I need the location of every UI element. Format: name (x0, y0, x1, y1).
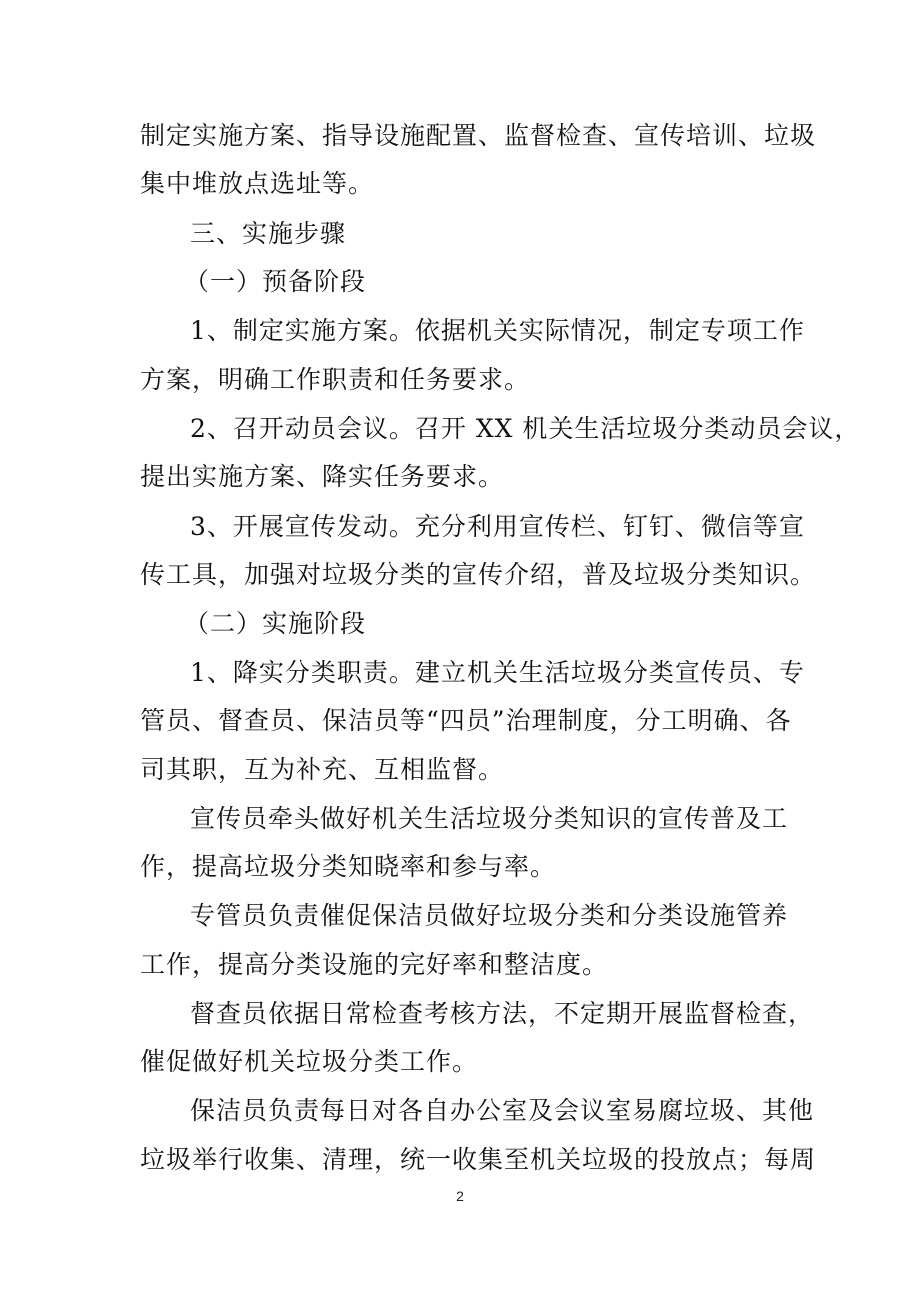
text-line: 传工具，加强对垃圾分类的宣传介绍，普及垃圾分类知识。 (140, 560, 817, 589)
text-line: 1、降实分类职责。建立机关生活垃圾分类宣传员、专 (190, 658, 805, 687)
text-line: 提出实施方案、降实任务要求。 (140, 462, 505, 491)
text-line: 1、制定实施方案。依据机关实际情况，制定专项工作 (190, 316, 805, 345)
text-line: 专管员负责催促保洁员做好垃圾分类和分类设施管养 (190, 901, 789, 930)
text-line: 2、召开动员会议。召开 XX 机关生活垃圾分类动员会议， (190, 414, 861, 443)
text-line: 3、开展宣传发动。充分利用宣传栏、钉钉、微信等宣 (190, 512, 805, 541)
text-line: 督查员依据日常检查考核方法，不定期开展监督检查， (190, 999, 815, 1028)
text-line: 管员、督查员、保洁员等“四员”治理制度，分工明确、各 (140, 706, 792, 735)
text-line: 司其职，互为补充、互相监督。 (140, 755, 505, 784)
text-line: 催促做好机关垃圾分类工作。 (140, 1047, 479, 1076)
subsection-heading: （一）预备阶段 (184, 267, 367, 296)
text-line: 垃圾举行收集、清理，统一收集至机关垃圾的投放点；每周 (140, 1145, 817, 1174)
text-line: 保洁员负责每日对各自办公室及会议室易腐垃圾、其他 (190, 1096, 815, 1125)
section-heading: 三、实施步骤 (190, 219, 347, 248)
subsection-heading: （二）实施阶段 (184, 609, 367, 638)
text-line: 制定实施方案、指导设施配置、监督检查、宣传培训、垃圾 (140, 121, 817, 150)
text-line: 工作，提高分类设施的完好率和整洁度。 (140, 950, 609, 979)
text-line: 方案，明确工作职责和任务要求。 (140, 365, 531, 394)
text-line: 集中堆放点选址等。 (140, 169, 375, 198)
text-line: 作，提高垃圾分类知晓率和参与率。 (140, 852, 557, 881)
text-line: 宣传员牵头做好机关生活垃圾分类知识的宣传普及工 (190, 804, 789, 833)
page-number: 2 (456, 1188, 464, 1204)
